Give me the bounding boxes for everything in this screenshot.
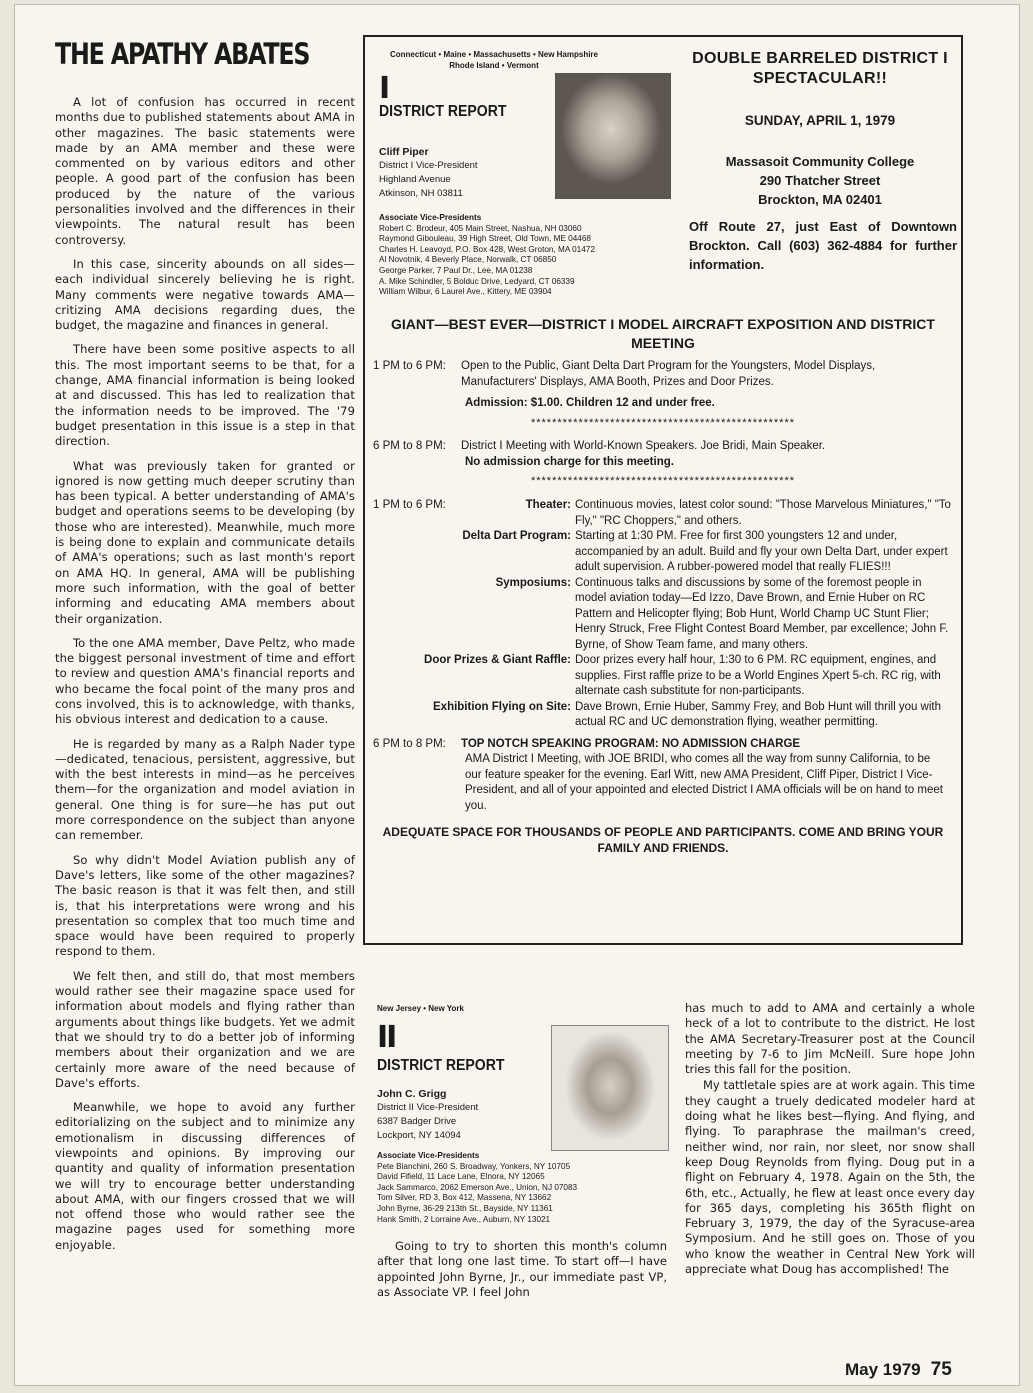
assoc-heading: Associate Vice-Presidents [379, 213, 482, 222]
vp-title: District II Vice-President [377, 1102, 479, 1113]
paragraph: So why didn't Model Aviation publish any of Dave's letters, like some of the other magazines? The basic reason is that it was felt then, and still is, that his interpretations were wrong and his presentation so complex that too much time and space would have been required to properly respond to them. [55, 852, 355, 959]
activity-item [365, 529, 961, 576]
district-numeral: II [377, 1020, 396, 1055]
assoc-item: A. Mike Schindler, 5 Bolduc Drive, Ledyard, CT 06339 [379, 276, 575, 286]
headline: THE APATHY ABATES [55, 37, 310, 71]
activity-label: Exhibition Flying on Site: [433, 700, 571, 713]
page-footer [845, 1359, 952, 1381]
column-paragraph: My tattletale spies are at work again. This time they caught a truely dedicated modeler hard at doing what he likes best—flying. And flying, and flying. To paraphrase the mailman's creed, neither wind, nor rain, nor sleet, nor snow shall keep Doug Reynolds from flying. Doug put in a flight on February 4, 1978. Again on the 5th, the 6th, etc., Actually, he flew at least once every day for 365 days, completing his 365th flight on February 3, 1979, the day of the Syracuse-area Symposium. And he still goes on. Those of you who know the weather in Central New York will appreciate what Doug has accomplished! The [685, 1078, 975, 1277]
activity-item [365, 498, 961, 529]
directions: Off Route 27, just East of Downtown Brockton. Call (603) 362-4884 for further information. [689, 219, 957, 272]
column-paragraph: has much to add to AMA and certainly a whole heck of a lot to contribute to the district. He lost the AMA Secretary-Treasurer post at the Council meeting by 7-6 to Jim McNeill. Sure hope John tries this fall for the position. [685, 1001, 975, 1077]
closing-line: ADEQUATE SPACE FOR THOUSANDS OF PEOPLE AND PARTICIPANTS. COME AND BRING YOUR FAMILY AND FRIENDS. [382, 825, 944, 855]
session-text: District I Meeting with World-Known Speakers. Joe Bridi, Main Speaker. [461, 440, 826, 452]
paragraph: A lot of confusion has occurred in recent months due to published statements about AMA in other magazines. The basic statements were made by an AMA member and these were commented on by various editors and other people. A good part of the confusion has been produced by the nature of the various personalities involved and the differences in their viewpoints. The natural result has been controversy. [55, 95, 355, 247]
district-states: New Jersey • New York [377, 1004, 464, 1013]
session-text: Open to the Public, Giant Delta Dart Program for the Youngsters, Model Displays, Manufacturers' Displays, AMA Booth, Prizes and Door Prizes. [461, 360, 876, 388]
assoc-item: Raymond Gibouleau, 39 High Street, Old Town, ME 04468 [379, 234, 591, 244]
session-heading: TOP NOTCH SPEAKING PROGRAM: NO ADMISSION CHARGE [461, 737, 801, 750]
vp-city: Atkinson, NH 03811 [379, 188, 463, 199]
assoc-item: George Parker, 7 Paul Dr., Lee, MA 01238 [379, 265, 533, 275]
assoc-item: David Fifield, 11 Lace Lane, Elnora, NY 12065 [377, 1172, 545, 1182]
activity-text: Dave Brown, Ernie Huber, Sammy Frey, and Bob Hunt will thrill you with actual RC and UC demonstration flying, weather permitting. [575, 700, 942, 728]
vp-portrait-photo [555, 73, 671, 199]
assoc-item: Robert C. Brodeur, 405 Main Street, Nashua, NH 03060 [379, 223, 582, 233]
session-text: AMA District I Meeting, with JOE BRIDI, who comes all the way from sunny California, to be our feature speaker for the evening. Earl Witt, new AMA President, Cliff Piper, District I Vice-President, and all of your appointed and elected District I AMA officials will be on hand to meet you. [465, 753, 943, 812]
city: Brockton, MA 02401 [758, 192, 882, 207]
event-location [683, 152, 957, 209]
district-report-label: DISTRICT REPORT [377, 1057, 505, 1074]
activity-text: Continuous talks and discussions by some of the foremost people in model aviation today—Ed Izzo, Dave Brown, and Ernie Huber on RC Pattern and Helicopter flying; Bob Hunt, World Champ UC Stunt Flier; Henry Struck, Free Flight Contest Board Member, par excellence; John F. Byrne, of Show Team fame, and many others. [575, 576, 949, 651]
assoc-item: Jack Sammarco, 2062 Emerson Ave., Union, NJ 07083 [377, 1182, 578, 1192]
magazine-page [14, 4, 1020, 1386]
session-note: No admission charge for this meeting. [465, 455, 674, 468]
activity-text: Starting at 1:30 PM. Free for first 300 youngsters 12 and under, accompanied by an adult. Build and fly your own Delta Dart, under expert adult supervision. A rubber-powered model that really FLIES!!! [575, 530, 948, 573]
activity-label: Theater: [525, 499, 571, 511]
activity-text: Continuous movies, latest color sound: "Those Marvelous Miniatures," "To Fly," "RC Choppers," and others. [575, 499, 951, 527]
exposition-heading: GIANT—BEST EVER—DISTRICT I MODEL AIRCRAFT EXPOSITION AND DISTRICT MEETING [391, 316, 935, 351]
activity-label: Door Prizes & Giant Raffle: [424, 654, 571, 666]
event-date: SUNDAY, APRIL 1, 1979 [744, 113, 896, 128]
paragraph: He is regarded by many as a Ralph Nader type—dedicated, tenacious, persistent, aggressive, but with the best interests in mind—as he perceives them—for the organization and model aviation in general. One thing is for sure—he has put out more correspondence on the subject than anyone can remember. [55, 736, 355, 843]
event-announcement [683, 49, 957, 274]
district-2-continued [685, 1001, 975, 1278]
session-time: 1 PM to 6 PM: [373, 360, 446, 372]
street: 290 Thatcher Street [759, 173, 881, 188]
vp-name: Cliff Piper [379, 146, 429, 158]
assoc-item: Tom Silver, RD 3, Box 412, Massena, NY 13662 [377, 1193, 552, 1203]
associate-vps [377, 1151, 657, 1225]
district-numeral: I [379, 71, 389, 106]
session-time: 6 PM to 8 PM: [373, 737, 446, 750]
district-report-label: DISTRICT REPORT [379, 103, 507, 120]
activity-label: Delta Dart Program: [462, 530, 571, 542]
session-time: 6 PM to 8 PM: [373, 440, 446, 452]
paragraph: In this case, sincerity abounds on all sides—each individual sincerely believing he is right. Many comments were negative towards AMA—critizing AMA decisions regarding dues, the budget, the magazine and finances in general. [55, 256, 355, 333]
session-row [365, 359, 961, 390]
session-row [365, 737, 961, 753]
paragraph: We felt then, and still do, that most members would rather see their magazine space used for information about models and flying rather than arguments about things like budgets. Yet we admit that we should try to do a better job of informing members about their organization and we are certainly more aware of the need because of Dave's efforts. [55, 968, 355, 1090]
vp-name: John C. Grigg [377, 1088, 447, 1100]
vp-city: Lockport, NY 14094 [377, 1130, 461, 1141]
session-time: 1 PM to 6 PM: [373, 498, 446, 511]
activity-text: Door prizes every half hour, 1:30 to 6 PM. RC equipment, engines, and supplies. First raffle prize to be a World Engines Xpert 5-ch. RC rig, with alternate cash substitute for non-participants. [575, 654, 941, 697]
vp-portrait-photo [551, 1025, 669, 1151]
session-row [365, 439, 961, 455]
assoc-item: John Byrne, 36-29 213th St., Bayside, NY 11361 [377, 1203, 553, 1213]
admission: Admission: $1.00. Children 12 and under free. [465, 397, 715, 409]
district-1-box [363, 35, 963, 945]
assoc-item: Charles H. Leavoyd, P.O. Box 428, West Groton, MA 01472 [379, 244, 595, 254]
activity-list [365, 498, 961, 731]
associate-vps [379, 213, 659, 298]
editorial-column [55, 37, 355, 1262]
issue-date: May 1979 [845, 1360, 921, 1379]
vp-contact [379, 145, 478, 201]
divider-stars: ************************************************** [530, 416, 796, 429]
venue: Massasoit Community College [725, 154, 915, 169]
assoc-item: William Wilbur, 6 Laurel Ave., Kittery, ME 03904 [379, 287, 552, 297]
assoc-item: Pete Bianchini, 260 S. Broadway, Yonkers, NY 10705 [377, 1161, 571, 1171]
vp-street: 6387 Badger Drive [377, 1116, 457, 1127]
program-schedule [365, 359, 961, 856]
divider-stars: ************************************************** [530, 475, 796, 487]
activity-item [365, 700, 961, 731]
activity-item [365, 576, 961, 654]
paragraph: What was previously taken for granted or ignored is now getting much deeper scrutiny than has been typical. A better understanding of AMA's budget and operations seems to be developing (by those who are interested). Meanwhile, much more is being done to explain and communicate details of AMA's operations; such as last month's report on AMA HQ. In general, AMA will be publishing more such information, with the goal of better informing and educating AMA members about their organization. [55, 458, 355, 626]
paragraph: To the one AMA member, Dave Peltz, who made the biggest personal investment of time and effort to review and question AMA's financial reports and who became the focal point of the many pros and cons involved, this is to acknowledge, with thanks, his obvious interest and dedication to a cause. [55, 635, 355, 727]
assoc-item: Al Novotnik, 4 Beverly Place, Norwalk, CT 06850 [379, 255, 557, 265]
activity-label: Symposiums: [495, 576, 571, 589]
district-states: Connecticut • Maine • Massachusetts • New Hampshire Rhode Island • Vermont [389, 50, 598, 70]
paragraph: Meanwhile, we hope to avoid any further editorializing on the subject and to minimize any emotionalism in discussing differences of viewpoints and opinions. By improving our quantity and quality of information presentation we will try to encourage better understanding about AMA, with our fingers crossed that we will not offend those who would rather see the magazine pages used for something more enjoyable. [55, 1100, 355, 1252]
assoc-item: Hank Smith, 2 Lorraine Ave., Auburn, NY 13021 [377, 1214, 551, 1224]
assoc-heading: Associate Vice-Presidents [377, 1151, 480, 1160]
page-number: 75 [930, 1359, 952, 1380]
vp-title: District I Vice-President [379, 160, 478, 171]
activity-item [365, 653, 961, 700]
vp-street: Highland Avenue [379, 174, 451, 185]
paragraph: There have been some positive aspects to all this. The most important seems to be that, for a change, AMA financial information is being looked at and discussed. This has led to realization that the information needs to be improved. The '79 budget presentation in this issue is a step in that direction. [55, 342, 355, 449]
event-title: DOUBLE BARRELED DISTRICT I SPECTACULAR!! [692, 50, 948, 87]
column-paragraph: Going to try to shorten this month's column after that long one last time. To start off—I have appointed John Byrne, Jr., our immediate past VP, as Associate VP. I feel John [377, 1239, 667, 1300]
